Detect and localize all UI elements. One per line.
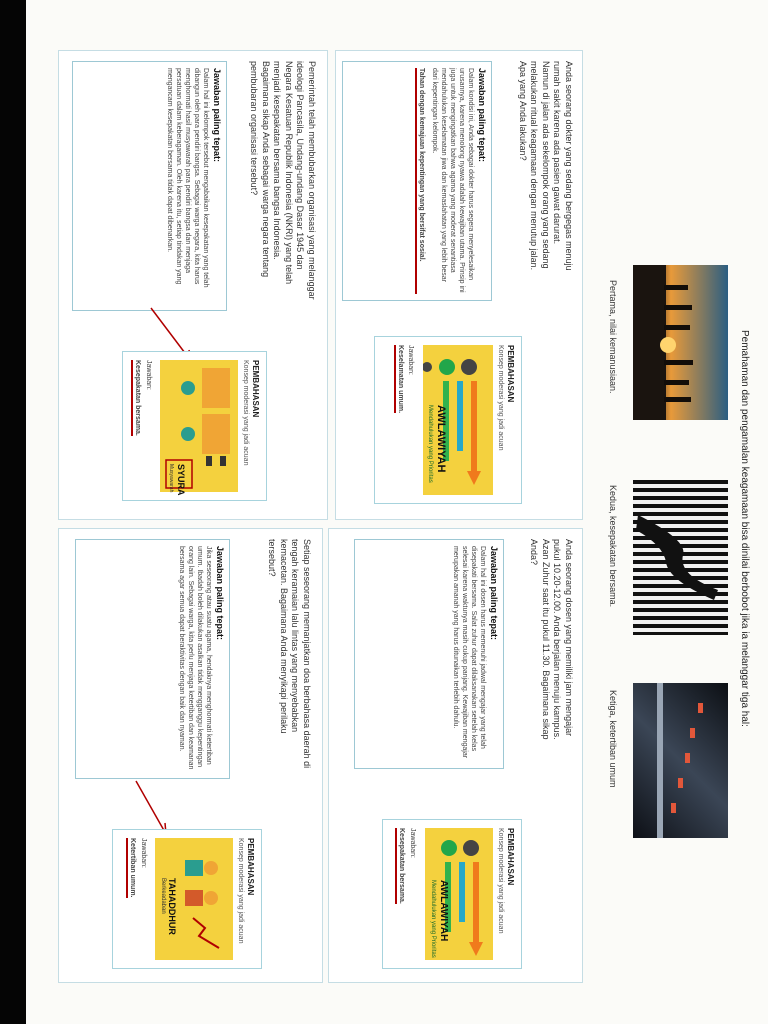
case1-answer-text: Dalam kondisi ini, Anda sebagai dokter harus segera menyelesaikan urusannya, karena menolong nyawa adalah kewajiban utama. Prinsip ini juga untuk mengingatkan bahwa agama yang moderat senantiasa mendahulukan keselamatan jiwa dan kemaslahatan yang lebih besar dari kepentingan kelompok.	[431, 68, 475, 293]
case1-answer-closing: Tahan dengan kemajuan kepentingan yang bersifat sosial.	[416, 68, 427, 294]
photo-caption-3: Ketiga, ketertiban umum	[608, 690, 618, 788]
case1-scenario: Anda seorang dokter yang sedang bergegas menuju rumah sakit karena ada pasien gawat darurat. Namun di jalan ada sekelompok orang yang sedang melakukan ritual keagamaan dengan menutup jalan. Apa yang Anda lakukan?	[518, 61, 574, 271]
pembahasan-a-logo-sub: Mendahulukan yang Prioritas	[427, 405, 433, 483]
pembahasan-b-answer: Kesepakatan bersama.	[131, 360, 142, 436]
pembahasan-d-subtitle: Konsep moderasi yang jadi acuan	[237, 838, 244, 944]
case2-answer-title: Jawaban paling tepat:	[212, 68, 222, 163]
photo-caption-1: Pertama, nilai kemanusiaan.	[608, 280, 618, 394]
case3-answer-title: Jawaban paling tepat:	[489, 546, 499, 641]
pembahasan-c-answer: Kesepakatan bersama.	[395, 828, 406, 904]
silhouettes-image	[633, 265, 728, 420]
pembahasan-b-logo-text: SYURA	[176, 464, 186, 496]
page-heading: Pemahaman dan pengamalan keagamaan bisa dinilai berbobot jika ia melanggar tiga hal:	[739, 330, 750, 727]
case2-answer-box	[72, 61, 227, 311]
pembahasan-c-title: PEMBAHASAN	[506, 828, 515, 886]
pembahasan-c-answer-label: Jawaban:	[409, 828, 416, 858]
pembahasan-d-answer-label: Jawaban:	[140, 838, 147, 868]
pembahasan-b-title: PEMBAHASAN	[251, 360, 260, 418]
pembahasan-c-subtitle: Konsep moderasi yang jadi acuan	[497, 828, 504, 934]
case4-scenario: Setiap seseorang memanjatkan doa berbahasa daerah di tengah keramaian lalu lintas yang menyebabkan kemacetan. Bagaimana Anda menyikapi perilaku tersebut?	[267, 539, 312, 769]
photo-caption-2: Kedua, kesepakatan bersama.	[608, 485, 618, 608]
pembahasan-card-a	[374, 336, 522, 504]
pembahasan-card-d	[112, 829, 262, 969]
case4-answer-title: Jawaban paling tepat:	[215, 546, 225, 641]
case4-panel	[58, 528, 323, 983]
case3-answer-box	[354, 539, 504, 769]
pembahasan-a-answer: Keselamatan umum.	[394, 345, 405, 413]
pembahasan-b-answer-label: Jawaban:	[145, 360, 152, 390]
rotated-page-content	[26, 0, 768, 1024]
pembahasan-c-logo-sub: Mendahulukan yang Prioritas	[430, 880, 436, 958]
pembahasan-a-logo-panel	[423, 345, 493, 495]
pembahasan-c-logo-text: AWLAWIYAH	[438, 880, 449, 942]
case3-answer-text: Dalam hal ini dosen harus memenuhi jadwal mengajar yang telah disepakati bersama. Salat zuhur dapat dilaksanakan setelah kelas selesai karena waktunya masih cukup panjang. Kewajiban mengajar merupakan amanah yang harus ditunaikan terlebih dahulu.	[452, 546, 487, 759]
case2-answer-text: Dalam hal ini kelompok tersebut mengabaikan kesepakatan yang telah dibangun oleh para pendiri bangsa. Sebagai warga negara, kita harus menghormati hasil musyawarah para pendiri bangsa dan menjaga persatuan dalam keberagaman. Oleh karena itu, setiap tindakan yang mengancam kesepakatan bersama tidak dapat dibenarkan.	[166, 68, 210, 288]
pembahasan-card-c	[382, 819, 522, 969]
pembahasan-a-subtitle: Konsep moderasi yang jadi acuan	[497, 345, 504, 451]
pembahasan-d-title: PEMBAHASAN	[246, 838, 255, 896]
pembahasan-a-answer-label: Jawaban:	[407, 345, 414, 375]
pembahasan-b-logo-panel	[160, 360, 238, 496]
document-page	[26, 0, 768, 1024]
traffic-image	[633, 683, 728, 838]
pembahasan-d-answer: Ketertiban umum.	[126, 838, 137, 898]
pembahasan-card-b	[122, 351, 267, 501]
photo-sunset-silhouettes	[633, 265, 728, 420]
case3-panel	[328, 528, 583, 983]
barred-figure-image	[633, 480, 728, 635]
photo-traffic-lights	[633, 683, 728, 838]
case1-answer-title: Jawaban paling tepat:	[477, 68, 487, 163]
pembahasan-d-logo-panel	[155, 838, 233, 960]
case4-answer-box	[75, 539, 230, 779]
case4-answer-text: Jika seseorang atau suatu agama, hendaknya menghormati ketertiban umum. Ibadah boleh dilakukan asalkan tidak mengganggu kepentingan orang lain. Sebagai warga, kita perlu menjaga ketertiban dan keamanan bersama agar semua dapat beraktivitas dengan baik dan nyaman.	[178, 546, 213, 770]
pembahasan-a-logo-text: AWLAWIYAH	[435, 405, 447, 473]
pembahasan-d-logo-sub: Berkeadaban	[160, 878, 166, 914]
awlawiyah-logo-icon	[423, 345, 493, 495]
pembahasan-c-logo-panel	[425, 828, 493, 960]
case2-panel	[58, 50, 328, 520]
pembahasan-b-logo-sub: Musyawarah	[168, 464, 174, 493]
photo-barred-figure	[633, 480, 728, 635]
pembahasan-d-logo-text: TAHADDHUR	[167, 878, 177, 935]
case3-scenario: Anda seorang dosen yang memiliki jam mengajar pukul 10.20-12.00. Anda berjalan menuju kampus. Azan Zuhur saat itu pukul 11.30. Bagaimana sikap Anda?	[529, 539, 574, 740]
case1-panel	[335, 50, 583, 520]
case2-scenario: Pemerintah telah membubarkan organisasi yang melanggar ideologi Pancasila, Undang-undang Dasar 1945 dan Negara Kesatuan Republik Indonesia (NKRI) yang telah menjadi kesepakatan bersama bangsa Indonesia. Bagaimana sikap Anda sebagai warga negara tentang pembubaran organisasi tersebut?	[249, 61, 317, 300]
pembahasan-a-title: PEMBAHASAN	[506, 345, 515, 403]
pembahasan-b-subtitle: Konsep moderasi yang jadi acuan	[242, 360, 249, 466]
case1-answer-box	[342, 61, 492, 301]
